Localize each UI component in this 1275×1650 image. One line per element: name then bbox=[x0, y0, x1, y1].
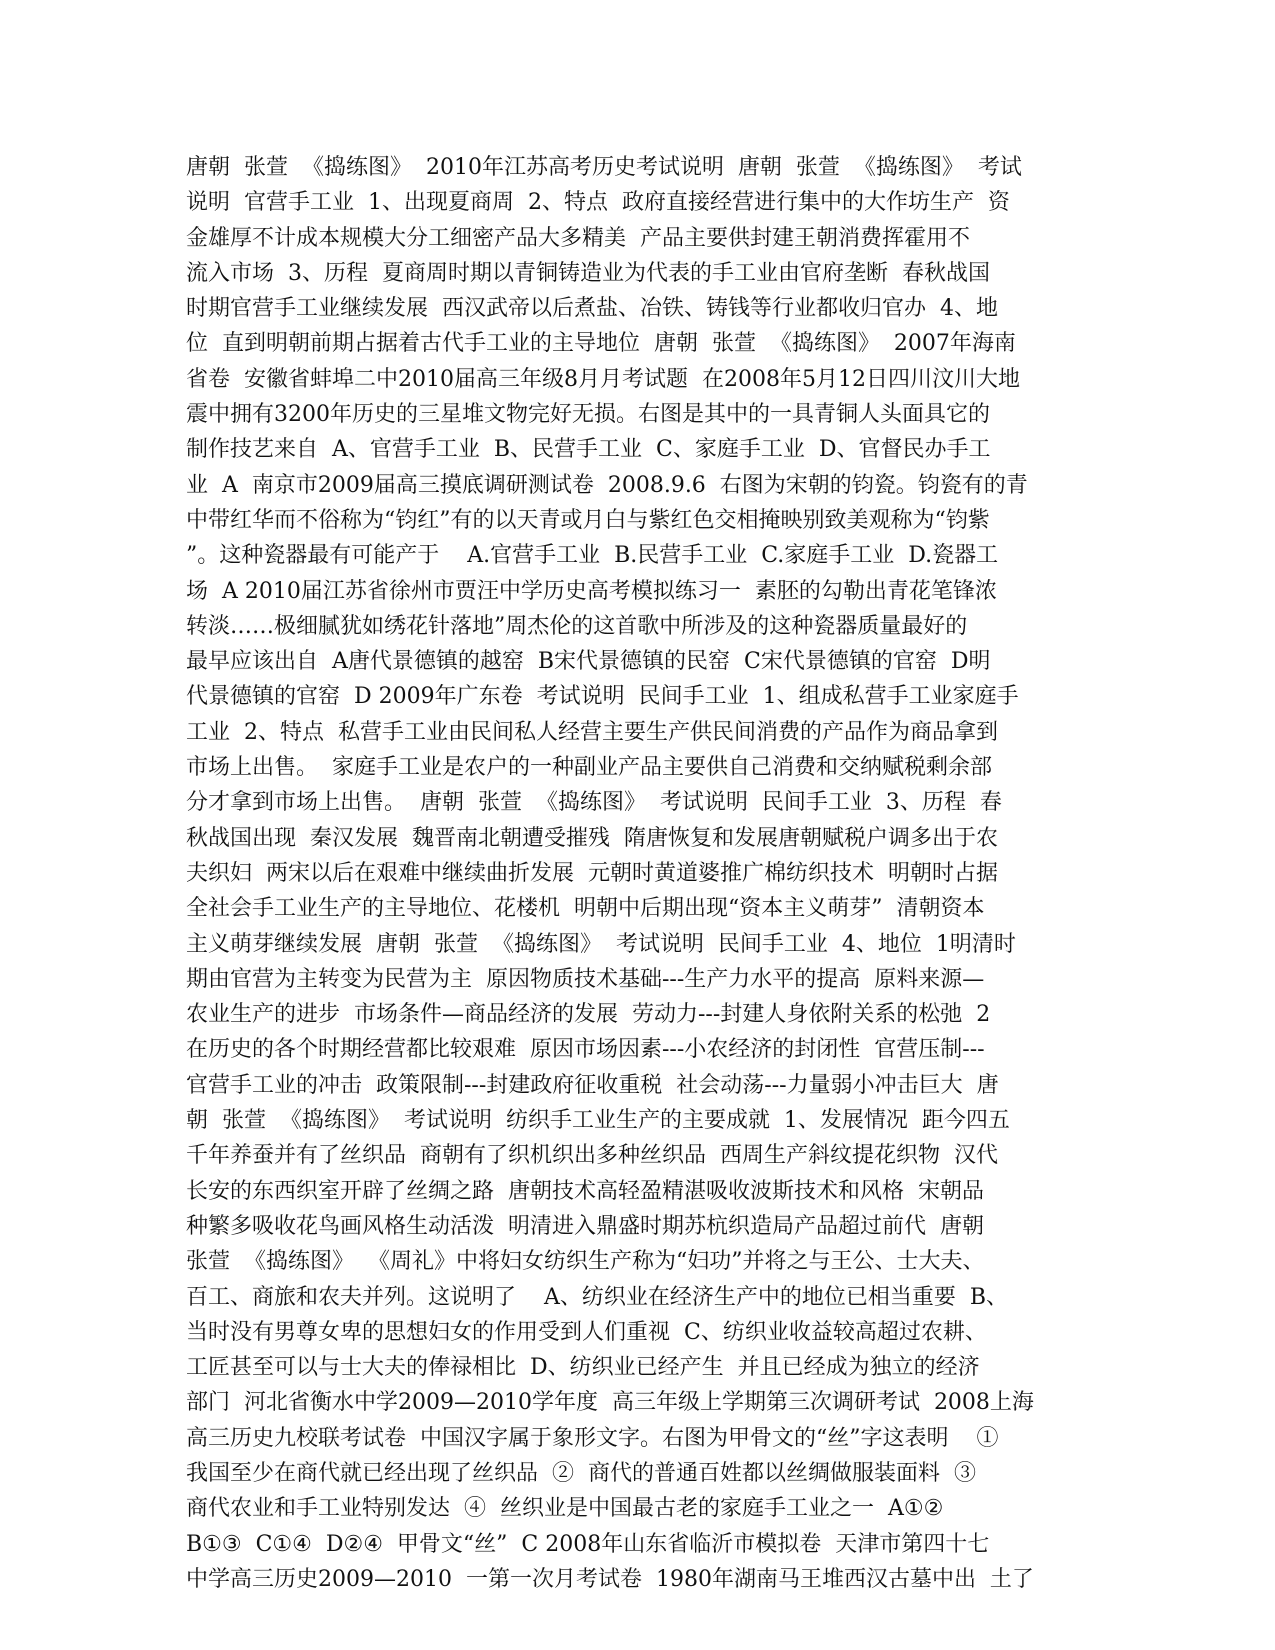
text-line: 当时没有男尊女卑的思想妇女的作用受到人们重视 C、纺织业收益较高超过农耕、 bbox=[186, 1319, 987, 1345]
text-line: 百工、商旅和农夫并列。这说明了 A、纺织业在经济生产中的地位已相当重要 B、 bbox=[186, 1284, 1009, 1310]
text-line: 长安的东西织室开辟了丝绸之路 唐朝技术高轻盈精湛吸收波斯技术和风格 宋朝品 bbox=[186, 1178, 984, 1204]
text-line: 高三历史九校联考试卷 中国汉字属于象形文字。右图为甲骨文的“丝”字这表明 ① bbox=[186, 1425, 999, 1451]
text-line: 工匠甚至可以与士大夫的俸禄相比 D、纺织业已经产生 并且已经成为独立的经济 bbox=[186, 1355, 980, 1381]
text-line: 秋战国出现 秦汉发展 魏晋南北朝遭受摧残 隋唐恢复和发展唐朝赋税户调多出于农 bbox=[186, 825, 998, 851]
text-line: 张萱 《捣练图》 《周礼》中将妇女纺织生产称为“妇功”并将之与王公、士大夫、 bbox=[186, 1249, 985, 1275]
text-line: 中学高三历史2009—2010 一第一次月考试卷 1980年湖南马王堆西汉古墓中出 土了 bbox=[186, 1566, 1034, 1592]
text-line: 转淡……极细腻犹如绣花针落地”周杰伦的这首歌中所涉及的这种瓷器质量最好的 bbox=[186, 613, 968, 639]
text-line: 朝 张萱 《捣练图》 考试说明 纺织手工业生产的主要成就 1、发展情况 距今四五 bbox=[186, 1108, 1010, 1134]
text-line: 夫织妇 两宋以后在艰难中继续曲折发展 元朝时黄道婆推广棉纺织技术 明朝时占据 bbox=[186, 860, 998, 886]
text-line: 工业 2、特点 私营手工业由民间私人经营主要生产供民间消费的产品作为商品拿到 bbox=[186, 719, 998, 745]
text-line: 场 A 2010届江苏省徐州市贾汪中学历史高考模拟练习一 素胚的勾勒出青花笔锋浓 bbox=[186, 578, 997, 604]
text-line: 时期官营手工业继续发展 西汉武帝以后煮盐、冶铁、铸钱等行业都收归官办 4、地 bbox=[186, 296, 998, 322]
text-line: 中带红华而不俗称为“钧红”有的以天青或月白与紫红色交相掩映别致美观称为“钧紫 bbox=[186, 507, 990, 533]
text-line: 主义萌芽继续发展 唐朝 张萱 《捣练图》 考试说明 民间手工业 4、地位 1明清时 bbox=[186, 931, 1016, 957]
text-line: 最早应该出自 A唐代景德镇的越窑 B宋代景德镇的民窑 C宋代景德镇的官窑 D明 bbox=[186, 649, 991, 675]
text-line: 流入市场 3、历程 夏商周时期以青铜铸造业为代表的手工业由官府垄断 春秋战国 bbox=[186, 260, 990, 286]
text-line: 分才拿到市场上出售。 唐朝 张萱 《捣练图》 考试说明 民间手工业 3、历程 春 bbox=[186, 790, 1002, 816]
text-line: B①③ C①④ D②④ 甲骨文“丝” C 2008年山东省临沂市模拟卷 天津市第四十七 bbox=[186, 1531, 990, 1557]
text-line: 全社会手工业生产的主导地位、花楼机 明朝中后期出现“资本主义萌芽” 清朝资本 bbox=[186, 896, 985, 922]
text-line: 我国至少在商代就已经出现了丝织品 ② 商代的普通百姓都以丝绸做服装面料 ③ bbox=[186, 1460, 976, 1486]
text-line: 种繁多吸收花鸟画风格生动活泼 明清进入鼎盛时期苏杭织造局产品超过前代 唐朝 bbox=[186, 1213, 984, 1239]
text-line: 千年养蚕并有了丝织品 商朝有了织机织出多种丝织品 西周生产斜纹提花织物 汉代 bbox=[186, 1143, 998, 1169]
text-line: 农业生产的进步 市场条件—商品经济的发展 劳动力---封建人身依附关系的松弛 2 bbox=[186, 1002, 991, 1028]
text-line: 唐朝 张萱 《捣练图》 2010年江苏高考历史考试说明 唐朝 张萱 《捣练图》 考试 bbox=[186, 155, 1022, 180]
text-line: 说明 官营手工业 1、出现夏商周 2、特点 政府直接经营进行集中的大作坊生产 资 bbox=[186, 190, 1010, 216]
text-line: 业 A 南京市2009届高三摸底调研测试卷 2008.9.6 右图为宋朝的钧瓷。钧瓷有的青 bbox=[186, 472, 1028, 498]
text-line: 商代农业和手工业特别发达 ④ 丝织业是中国最古老的家庭手工业之一 A①② bbox=[186, 1496, 944, 1522]
text-line: 省卷 安徽省蚌埠二中2010届高三年级8月月考试题 在2008年5月12日四川汶川大地 bbox=[186, 366, 1020, 392]
text-line: 部门 河北省衡水中学2009—2010学年度 高三年级上学期第三次调研考试 2008上海 bbox=[186, 1390, 1034, 1416]
text-line: ”。这种瓷器最有可能产于 A.官营手工业 B.民营手工业 C.家庭手工业 D.瓷器工 bbox=[186, 543, 999, 569]
text-line: 震中拥有3200年历史的三星堆文物完好无损。右图是其中的一具青铜人头面具它的 bbox=[186, 402, 990, 428]
text-line: 市场上出售。 家庭手工业是农户的一种副业产品主要供自己消费和交纳赋税剩余部 bbox=[186, 755, 992, 781]
text-line: 位 直到明朝前期占据着古代手工业的主导地位 唐朝 张萱 《捣练图》 2007年海南 bbox=[186, 331, 1016, 357]
text-line: 金雄厚不计成本规模大分工细密产品大多精美 产品主要供封建王朝消费挥霍用不 bbox=[186, 225, 970, 251]
text-line: 制作技艺来自 A、官营手工业 B、民营手工业 C、家庭手工业 D、官督民办手工 bbox=[186, 437, 991, 463]
text-line: 代景德镇的官窑 D 2009年广东卷 考试说明 民间手工业 1、组成私营手工业家庭手 bbox=[186, 684, 1019, 710]
document-body-text bbox=[186, 150, 1101, 1597]
text-line: 在历史的各个时期经营都比较艰难 原因市场因素---小农经济的封闭性 官营压制--- bbox=[186, 1037, 985, 1063]
text-line: 官营手工业的冲击 政策限制---封建政府征收重税 社会动荡---力量弱小冲击巨大 唐 bbox=[186, 1072, 999, 1098]
text-line: 期由官营为主转变为民营为主 原因物质技术基础---生产力水平的提高 原料来源— bbox=[186, 966, 985, 992]
